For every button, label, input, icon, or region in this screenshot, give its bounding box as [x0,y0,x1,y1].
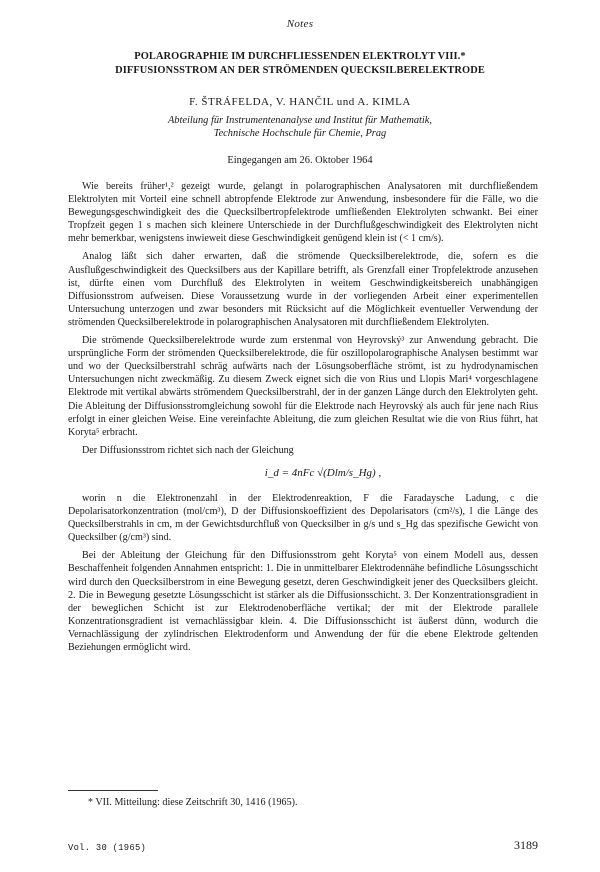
article-body [68,180,538,659]
author-list: F. ŠTRÁFELDA, V. HANČIL und A. KIMLA [189,96,411,108]
page-number: 3189 [514,838,538,852]
title-line-2: DIFFUSIONSSTROM AN DER STRÖMENDEN QUECKSILBERELEKTRODE [115,65,485,76]
paragraph-4: Der Diffusionsstrom richtet sich nach der Gleichung [82,444,294,456]
affiliation-line-1: Abteilung für Instrumentenanalyse und Institut für Mathematik, [167,115,433,126]
title-line-1: POLAROGRAPHIE IM DURCHFLIESSENDEN ELEKTROLYT VIII.* [134,51,466,62]
diffusion-current-equation: i_d = 4nFc √(Dlm/s_Hg) , [264,466,382,479]
footnote: * VII. Mitteilung: diese Zeitschrift 30, 1416 (1965). [88,797,298,808]
paragraph-3: Die strömende Quecksilberelektrode wurde zum erstenmal von Heyrovský³ zur Anwendung gebracht. Die ursprüngliche Form der strömenden Quecksilberelektrode, die für oszillopolarographische Analysen bestimmt war und wo der Quecksilberstrahl schräg aufwärts nach der Lösungsoberfläche strömt, ist zu hydrodynamischen Untersuchungen nicht zweckmäßig. Zu diesem Zweck eignet sich die von Rius und Llopis Mari⁴ vorgeschlagene Elektrode mit vertikal abwärts strömendem Quecksilberstrahl, der in der ganzen Länge durch den Elektrolyten geht. Die Ableitung der Diffusionsstromgleichung sowohl für die Elektrode nach Heyrovský als auch für jene nach Rius erfolgt in einer gleichen Weise. Eine vereinfachte Ableitung, die zum gleichen Resultat wie die von Rius führt, hat Koryta⁵ erbracht. [68,335,538,438]
volume-label: Vol. 30 (1965) [68,843,147,853]
received-date: Eingegangen am 26. Oktober 1964 [227,155,373,166]
paragraph-5: worin n die Elektronenzahl in der Elektrodenreaktion, F die Faradaysche Ladung, c die Depolarisatorkonzentration (mol/cm³), D der Diffusionskoeffizient des Depolarisators (cm²/s), l die Länge des Quecksilberstrahls in cm, m der Gewichtsdurchfluß von Quecksilber in g/s und s_Hg das spezifische Gewicht von Quecksilber (g/cm³) sind. [68,492,538,544]
running-header: Notes [286,18,314,30]
article-title [60,50,540,78]
footnote-divider [68,790,158,791]
affiliation-line-2: Technische Hochschule für Chemie, Prag [213,128,387,139]
paragraph-6: Bei der Ableitung der Gleichung für den Diffusionsstrom geht Koryta⁵ von einem Modell aus, dessen Beschaffenheit folgenden Annahmen entspricht: 1. Die in unmittelbarer Elektrodennähe befindliche Lösungsschicht wird durch den Quecksilberstrom in eine Bewegung gesetzt, deren Geschwindigkeit jener des Quecksilbers gleicht. 2. Die in Bewegung gesetzte Lösungsschicht ist stärker als die Diffusionsschicht. 3. Der Konzentrationsgradient in der beweglichen Schicht ist zur Elektrodenoberfläche vertikal; der mit der Elektrode parallele Konzentrationsgradient ist vernachlässigbar klein. 4. Die Diffusionsschicht ist äußerst dünn, wodurch die Vernachlässigung der zylindrischen Elektrodenform und Anwendung der für die ebene Elektrode geltenden Beziehungen ermöglicht wird. [68,550,538,653]
affiliation [60,114,540,140]
paragraph-1: Wie bereits früher¹,² gezeigt wurde, gelangt in polarographischen Analysatoren mit durchfließendem Elektrolyten mit Vorteil eine schnell abtropfende Elektrode zur Anwendung, insbesondere für die Fälle, wo die Bewegungsgeschwindigkeit des die Quecksilbertropfelektrode umfließenden Elektrolyten schwankt. Bei einer Tropfzeit gegen 1 s machen sich kleinere Unterschiede in der Durchflußgeschwindigkeit des Elektrolyten nicht mehr bemerkbar, wenigstens inwieweit diese Geschwindigkeit genügend klein ist (< 1 cm/s). [68,181,538,245]
paragraph-2: Analog läßt sich daher erwarten, daß die strömende Quecksilberelektrode, die, sofern es die Ausflußgeschwindigkeit des Quecksilbers aus der Kapillare betrifft, als Grenzfall einer Tropfelektrode anzusehen ist, dürfte einen vom Durchfluß des Elektrolyten in weitem Geschwindigkeitsbereich unabhängigen Diffusionsstrom aufweisen. Diese Voraussetzung wurde in der vorliegenden Arbeit einer experimentellen Untersuchung unterzogen und zwar besonders mit Rücksicht auf die Möglichkeit eventueller Verwendung der strömenden Quecksilberelektrode in polarographischen Analysatoren mit durchfließendem Elektrolyten. [68,251,538,328]
